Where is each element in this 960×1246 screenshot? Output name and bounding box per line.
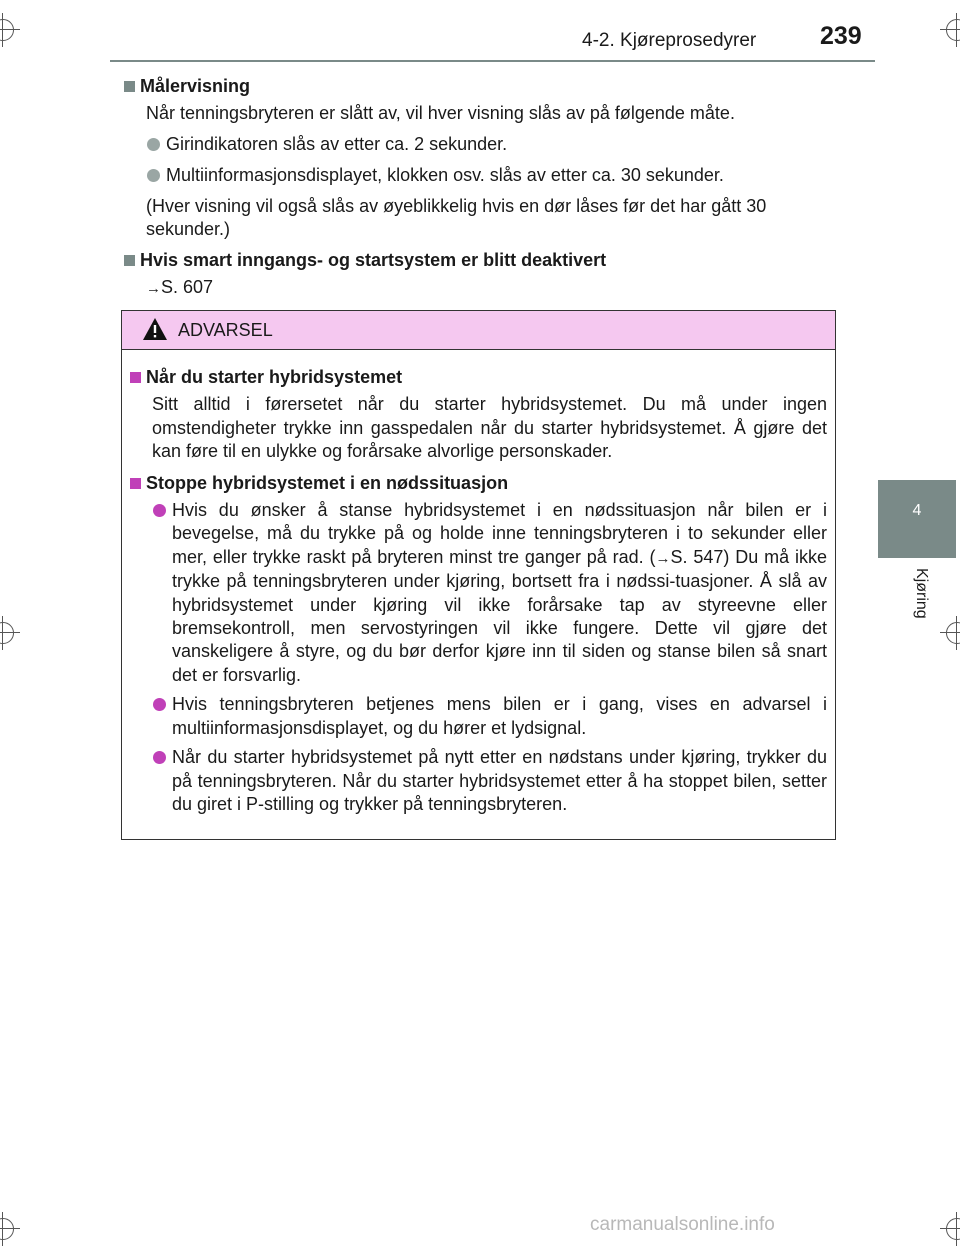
arrow-right-icon: → (655, 549, 671, 567)
chapter-number: 4 (912, 502, 922, 519)
page-reference[interactable]: →S. 607 (146, 277, 214, 297)
list-item: Når du starter hybridsystemet på nytt etter en nødstans under kjøring, trykker du på tenningsbryteren. Når du starter hybridsystemet etter å ha stoppet bilen, setter du giret i P-stilling og trykker på tenningsbryteren. (128, 746, 827, 816)
list-item: Hvis tenningsbryteren betjenes mens bilen er i gang, vises en advarsel i multiinformasjonsdisplayet, og du hører et lydsignal. (128, 693, 827, 740)
crop-mark-bottom-right (940, 1212, 960, 1246)
page-header (0, 0, 960, 62)
square-bullet-icon (130, 478, 141, 489)
warning-paragraph: Sitt alltid i førersetet når du starter hybridsystemet. Du må under ingen omstendigheter trykke inn gasspedalen når du starter hybridsystemet. Å gjøre det kan føre til en ulykke og forårsake alvorlige personskader. (152, 394, 827, 462)
warning-triangle-icon (142, 317, 168, 341)
watermark: carmanualsonline.info (590, 1214, 775, 1235)
circle-bullet-icon (153, 751, 166, 764)
warning-header (122, 311, 835, 350)
main-content (122, 75, 834, 308)
chapter-label: Kjøring (913, 568, 930, 619)
list-item: Girindikatoren slås av etter ca. 2 sekunder. (122, 133, 834, 156)
square-bullet-icon (124, 255, 135, 266)
list-item: Hvis du ønsker å stanse hybridsystemet i en nødssituasjon når bilen er i bevegelse, må du trykke på og holde inne tenningsbryteren i to sekunder eller mer, eller trykke raskt på bryteren minst tre ganger på rad. (→S. 547) Du må ikke trykke på tenningsbryteren under kjøring, bortsett fra i nødssi-tuasjoner. Å slå av hybridsystemet under kjøring vil ikke forårsake tap av styreevne eller bremsekontroll, men servostyringen vil ikke fungere. Dette vil gjøre det vanskeligere å styre, og du bør derfor kjøre inn til siden og stanse bilen så snart det er forsvarlig. (128, 499, 827, 687)
square-bullet-icon (124, 81, 135, 92)
warning-box (121, 310, 836, 840)
page-number: 239 (820, 22, 862, 50)
page-reference[interactable]: S. 547) (670, 546, 730, 567)
circle-bullet-icon (147, 169, 160, 182)
section-heading-smart-entry: Hvis smart inngangs- og startsystem er blitt deaktivert (122, 249, 834, 272)
list-item: Multiinformasjonsdisplayet, klokken osv. slås av etter ca. 30 sekunder. (122, 164, 834, 187)
warning-title: ADVARSEL (178, 320, 273, 340)
crop-mark-mid-left (0, 616, 20, 650)
warning-heading-start: Når du starter hybridsystemet (128, 366, 827, 389)
crop-mark-bottom-left (0, 1212, 20, 1246)
arrow-right-icon: → (146, 280, 161, 297)
note-paragraph: (Hver visning vil også slås av øyeblikkelig hvis en dør låses før det har gått 30 sekunder.) (146, 196, 767, 239)
warning-body (122, 350, 835, 816)
circle-bullet-icon (153, 698, 166, 711)
warning-heading-emergency: Stoppe hybridsystemet i en nødssituasjon (128, 472, 827, 495)
square-bullet-icon (130, 372, 141, 383)
circle-bullet-icon (153, 504, 166, 517)
section-title: 4-2. Kjøreprosedyrer (582, 30, 757, 51)
circle-bullet-icon (147, 138, 160, 151)
intro-paragraph: Når tenningsbryteren er slått av, vil hver visning slås av på følgende måte. (146, 103, 735, 123)
header-rule (110, 60, 875, 62)
crop-mark-mid-right (940, 616, 960, 650)
section-heading-meter-display: Målervisning (122, 75, 834, 98)
